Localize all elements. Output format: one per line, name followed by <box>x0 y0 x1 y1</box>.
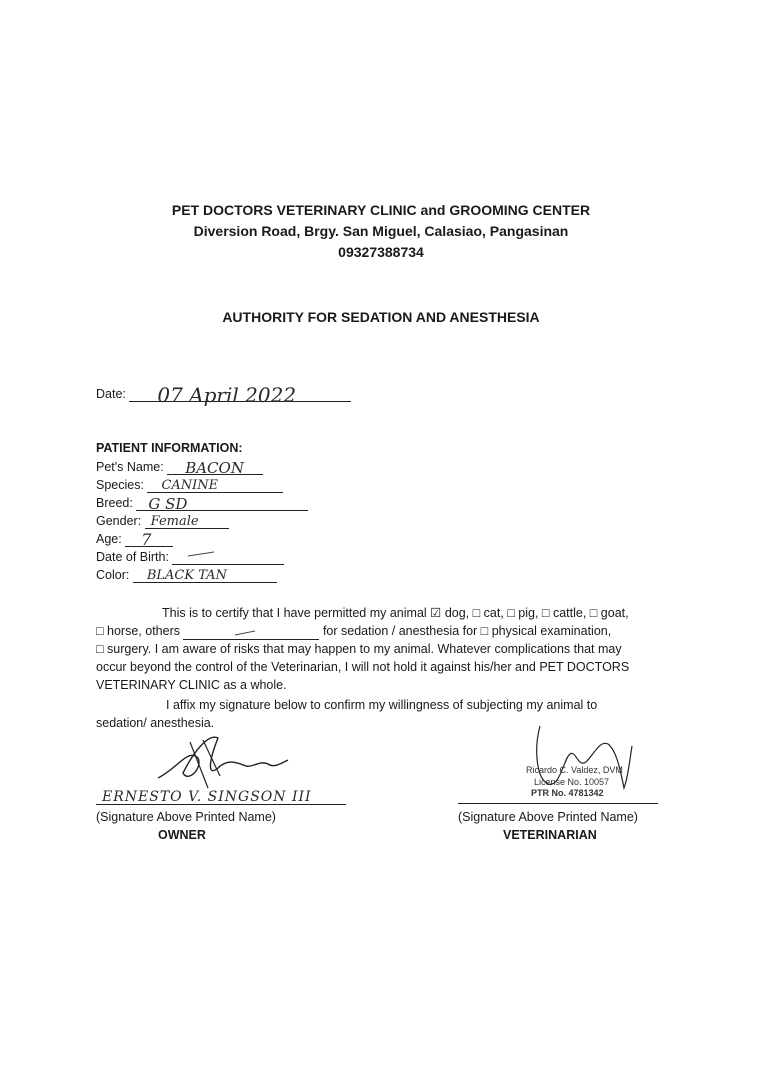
pet-name-line <box>167 458 263 475</box>
patient-info-heading: PATIENT INFORMATION: <box>96 441 243 455</box>
species-row <box>96 476 283 492</box>
age-line <box>125 530 173 547</box>
breed-label: Breed: <box>96 496 133 510</box>
owner-signature-line <box>96 786 346 805</box>
species-line <box>147 476 283 493</box>
color-value: BLACK TAN <box>146 568 227 583</box>
breed-line <box>136 494 308 511</box>
dob-label: Date of Birth: <box>96 550 169 564</box>
vet-caption: (Signature Above Printed Name) <box>458 810 638 824</box>
consent-line-3: □ surgery. I am aware of risks that may happen to my animal. Whatever complications that may <box>96 642 622 656</box>
age-row <box>96 530 173 549</box>
others-dash-mark <box>233 629 263 637</box>
consent-line-2 <box>96 623 686 640</box>
species-label: Species: <box>96 478 144 492</box>
owner-caption: (Signature Above Printed Name) <box>96 810 276 824</box>
vet-stamp-name: Ricardo C. Valdez, DVM <box>526 765 623 775</box>
clinic-phone: 09327388734 <box>338 244 424 260</box>
owner-printed-name: ERNESTO V. SINGSON III <box>102 789 312 805</box>
consent-line-5: VETERINARY CLINIC as a whole. <box>96 678 287 692</box>
breed-value: G SD <box>148 495 188 513</box>
others-blank-line <box>183 627 319 640</box>
consent-line-4: occur beyond the control of the Veterinarian, I will not hold it against his/her and PET DOCTORS <box>96 660 630 674</box>
affix-line-2: sedation/ anesthesia. <box>96 716 215 730</box>
color-row <box>96 566 277 582</box>
color-label: Color: <box>96 568 130 582</box>
gender-value: Female <box>150 514 199 529</box>
gender-row <box>96 512 229 528</box>
gender-line <box>145 512 229 529</box>
affix-line-1: I affix my signature below to confirm my willingness of subjecting my animal to <box>166 698 598 712</box>
age-label: Age: <box>96 532 122 546</box>
consent-line-2b: for sedation / anesthesia for □ physical examination, <box>322 624 612 638</box>
age-value: 7 <box>141 530 152 549</box>
date-value: 07 April 2022 <box>157 383 297 407</box>
vet-role: VETERINARIAN <box>503 828 597 842</box>
vet-stamp-license: License No. 10057 <box>534 777 610 787</box>
color-line <box>133 566 277 583</box>
date-line <box>129 383 351 407</box>
vet-stamp-ptr: PTR No. 4781342 <box>531 788 604 798</box>
dob-row <box>96 548 284 564</box>
gender-label: Gender: <box>96 514 142 528</box>
pet-name-label: Pet's Name: <box>96 460 164 474</box>
pet-name-row <box>96 458 263 477</box>
consent-line-2a: □ horse, others <box>96 624 180 638</box>
clinic-name: PET DOCTORS VETERINARY CLINIC and GROOMING CENTER <box>171 202 591 218</box>
date-row <box>96 383 351 407</box>
date-label: Date: <box>96 387 126 401</box>
dob-line <box>172 548 284 565</box>
clinic-address: Diversion Road, Brgy. San Miguel, Calasiao, Pangasinan <box>193 223 569 239</box>
vet-signature-line <box>458 803 658 804</box>
dob-dash-mark <box>186 550 216 558</box>
pet-name-value: BACON <box>185 459 244 477</box>
species-value: CANINE <box>161 478 219 493</box>
breed-row <box>96 494 308 513</box>
consent-line-1: This is to certify that I have permitted my animal ☑ dog, □ cat, □ pig, □ cattle, □ goat, <box>162 606 629 620</box>
form-title: AUTHORITY FOR SEDATION AND ANESTHESIA <box>222 309 540 325</box>
owner-role: OWNER <box>158 828 206 842</box>
